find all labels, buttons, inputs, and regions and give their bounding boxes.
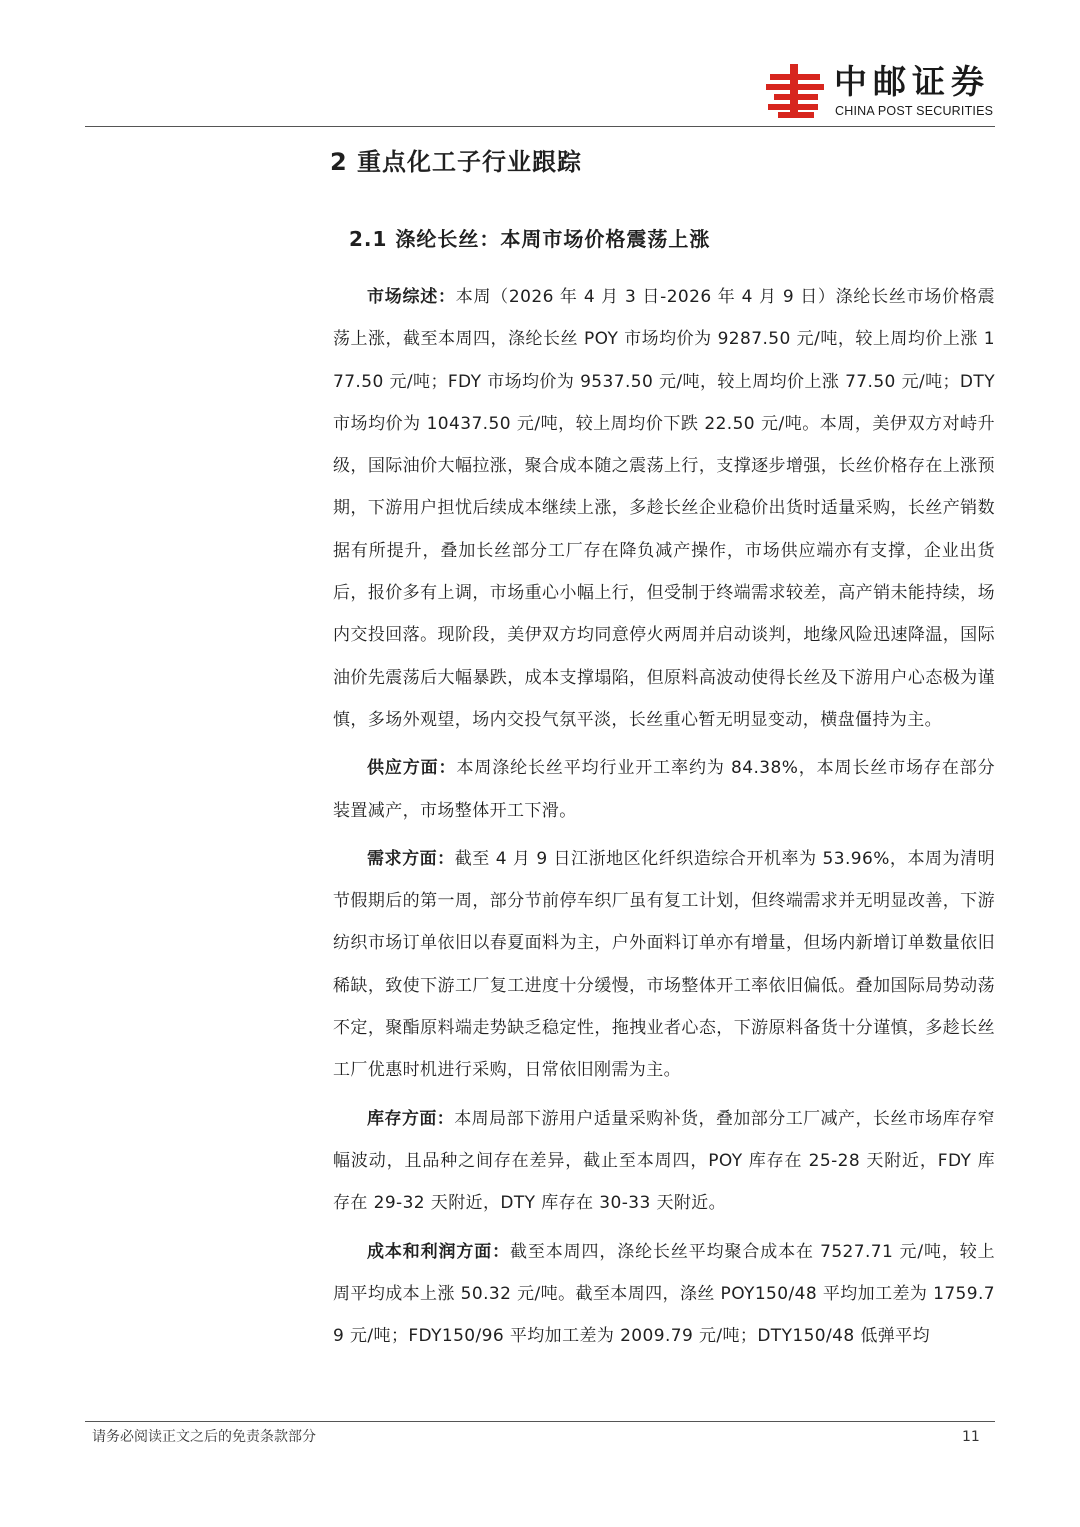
page-number: 11	[962, 1429, 980, 1445]
subsection-title: 2.1 涤纶长丝：本周市场价格震荡上涨	[349, 227, 711, 251]
paragraph-text: 本周（2026 年 4 月 3 日-2026 年 4 月 9 日）涤纶长丝市场价格震荡上涨，截至本周四，涤纶长丝 POY 市场均价为 9287.50 元/吨，较上周均价上涨 177.50 元/吨；FDY 市场均价为 9537.50 元/吨，较上周均价上涨 77.50 元/吨；DTY 市场均价为 10437.50 元/吨，较上周均价下跌 22.50 元/吨。本周，美伊双方对峙升级，国际油价大幅拉涨，聚合成本随之震荡上行，支撑逐步增强，长丝价格存在上涨预期，下游用户担忧后续成本继续上涨，多趁长丝企业稳价出货时适量采购，长丝产销数据有所提升，叠加长丝部分工厂存在降负减产操作，市场供应端亦有支撑，企业出货后，报价多有上调，市场重心小幅上行，但受制于终端需求较差，高产销未能持续，场内交投回落。现阶段，美伊双方均同意停火两周并启动谈判，地缘风险迅速降温，国际油价先震荡后大幅暴跌，成本支撑塌陷，但原料高波动使得长丝及下游用户心态极为谨慎，多场外观望，场内交投气氛平淡，长丝重心暂无明显变动，横盘僵持为主。	[333, 287, 995, 730]
paragraph-lead: 成本和利润方面：	[367, 1241, 510, 1262]
paragraph-text: 本周局部下游用户适量采购补货，叠加部分工厂减产，长丝市场库存窄幅波动，且品种之间存在差异，截止至本周四，POY 库存在 25-28 天附近，FDY 库存在 29-32 天附近，DTY 库存在 30-33 天附近。	[333, 1108, 995, 1214]
paragraph-lead: 库存方面：	[367, 1108, 455, 1129]
paragraph-text: 截至 4 月 9 日江浙地区化纤织造综合开机率为 53.96%，本周为清明节假期后的第一周，部分节前停车织厂虽有复工计划，但终端需求并无明显改善，下游纺织市场订单依旧以春夏面料为主，户外面料订单亦有增量，但场内新增订单数量依旧稀缺，致使下游工厂复工进度十分缓慢，市场整体开工率依旧偏低。叠加国际局势动荡不定，聚酯原料端走势缺乏稳定性，拖拽业者心态，下游原料备货十分谨慎，多趁长丝工厂优惠时机进行采购，日常依旧刚需为主。	[333, 848, 995, 1081]
paragraph-lead: 市场综述：	[367, 287, 456, 307]
paragraph-supply	[333, 747, 995, 832]
section-title: 2 重点化工子行业跟踪	[330, 148, 583, 176]
footer-divider	[85, 1421, 995, 1422]
page-header	[0, 0, 1080, 130]
china-post-logo-icon	[764, 62, 826, 120]
paragraph-demand	[333, 838, 995, 1092]
paragraph-inventory	[333, 1098, 995, 1225]
body-content	[333, 276, 995, 1363]
paragraph-lead: 供应方面：	[367, 758, 457, 779]
paragraph-text: 本周涤纶长丝平均行业开工率约为 84.38%，本周长丝市场存在部分装置减产，市场整体开工下滑。	[333, 758, 995, 821]
brand-name-en: CHINA POST SECURITIES	[835, 104, 994, 118]
paragraph-cost-profit	[333, 1231, 995, 1358]
paragraph-market-overview	[333, 276, 995, 741]
paragraph-text: 截至本周四，涤纶长丝平均聚合成本在 7527.71 元/吨，较上周平均成本上涨 50.32 元/吨。截至本周四，涤丝 POY150/48 平均加工差为 1759.79 元/吨；FDY150/96 平均加工差为 2009.79 元/吨；DTY150/48 低弹平均	[333, 1241, 996, 1347]
brand-name-cn: 中邮证券	[834, 62, 990, 101]
brand-logo	[764, 62, 1004, 122]
header-divider	[85, 126, 995, 127]
paragraph-lead: 需求方面：	[367, 848, 455, 869]
footer-disclaimer: 请务必阅读正文之后的免责条款部分	[92, 1429, 316, 1445]
